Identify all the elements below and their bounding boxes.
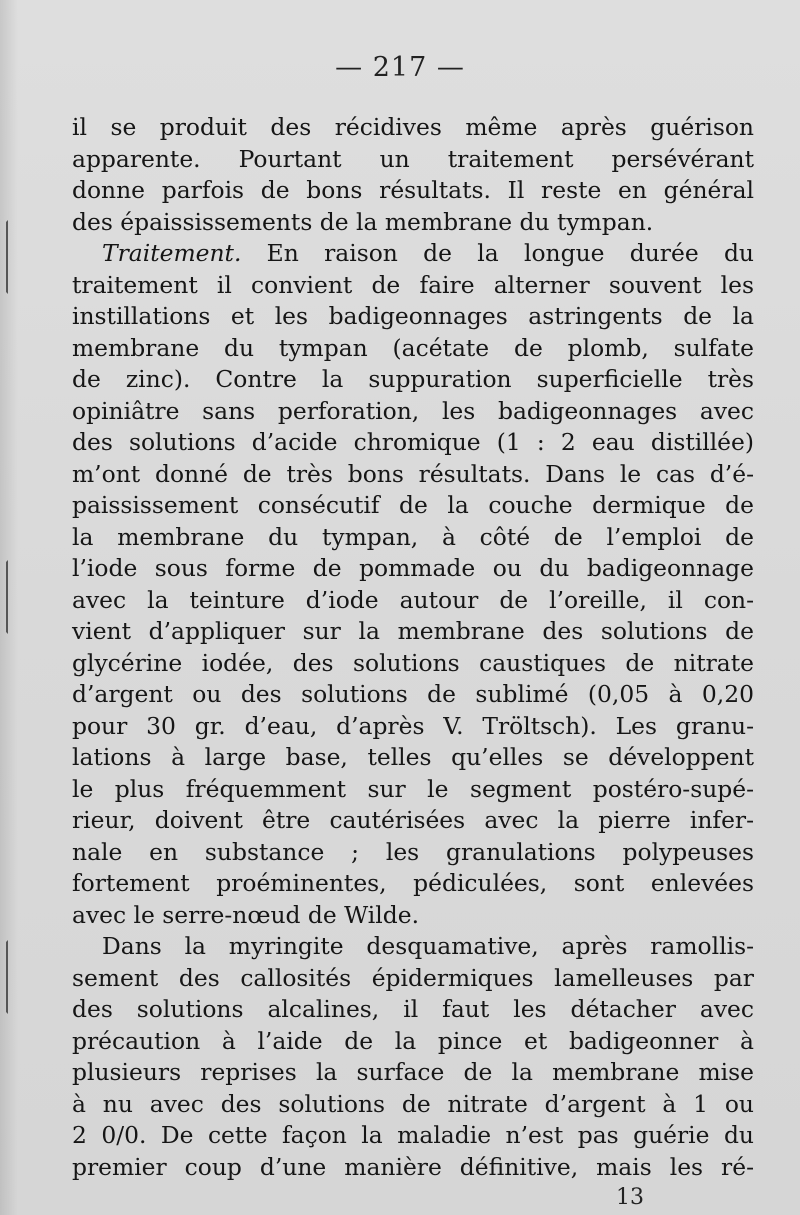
text-line: sement des callosités épidermiques lamelleuses par — [72, 963, 754, 992]
text-line: rieur, doivent être cautérisées avec la pierre infer- — [72, 806, 754, 834]
binding-mark — [0, 220, 8, 294]
text-line: la membrane du tympan, à côté de l’emploi de — [72, 522, 754, 551]
section-heading-italic: Traitement. — [102, 239, 242, 267]
text-line: premier coup d’une manière définitive, mais les ré- — [72, 1152, 754, 1181]
text-line: paississement consécutif de la couche dermique de — [72, 491, 754, 519]
text-line: il se produit des récidives même après guérison — [72, 113, 754, 141]
text-line: avec la teinture d’iode autour de l’oreille, il con- — [72, 585, 754, 614]
text-line: des épaississements de la membrane du tympan. — [72, 207, 654, 236]
text-line: le plus fréquemment sur le segment postéro-supé- — [72, 774, 754, 803]
text-line: opiniâtre sans perforation, les badigeonnages avec — [72, 396, 754, 425]
text-line: l’iode sous forme de pommade ou du badigeonnage — [72, 554, 754, 582]
text-line: m’ont donné de très bons résultats. Dans le cas d’é- — [72, 459, 754, 488]
text-line: glycérine iodée, des solutions caustiques de nitrate — [72, 648, 754, 677]
text-line: à nu avec des solutions de nitrate d’argent à 1 ou — [72, 1089, 754, 1118]
binding-mark — [0, 560, 8, 634]
text-line: donne parfois de bons résultats. Il reste en général — [72, 176, 754, 204]
text-line: membrane du tympan (acétate de plomb, sulfate — [72, 333, 754, 362]
text-line: avec le serre-nœud de Wilde. — [72, 900, 420, 929]
text-line: plusieurs reprises la surface de la membrane mise — [72, 1058, 754, 1086]
text-line — [72, 238, 754, 270]
text-line: 2 0/0. De cette façon la maladie n’est pas guérie du — [72, 1121, 754, 1149]
text-line: précaution à l’aide de la pince et badigeonner à — [72, 1026, 754, 1055]
body-text — [72, 112, 754, 1183]
text-line: de zinc). Contre la suppuration superficielle très — [72, 365, 754, 393]
text-line: fortement proéminentes, pédiculées, sont enlevées — [72, 869, 754, 897]
binding-mark — [0, 940, 8, 1014]
text-line: traitement il convient de faire alterner souvent les — [72, 270, 754, 299]
text-line: des solutions d’acide chromique (1 : 2 eau distillée) — [72, 428, 754, 456]
text-line: lations à large base, telles qu’elles se développent — [72, 743, 754, 771]
text-line-rest: En raison de la longue durée du — [241, 239, 754, 267]
text-line: instillations et les badigeonnages astringents de la — [72, 302, 754, 330]
text-line: des solutions alcalines, il faut les détacher avec — [72, 995, 754, 1023]
text-line: d’argent ou des solutions de sublimé (0,05 à 0,20 — [72, 680, 754, 708]
text-line: Dans la myringite desquamative, après ramollis- — [102, 932, 754, 960]
page-number: — 217 — — [335, 52, 465, 83]
printer-signature-mark: 13 — [616, 1185, 644, 1210]
text-line: apparente. Pourtant un traitement persévérant — [72, 144, 754, 173]
text-line: nale en substance ; les granulations polypeuses — [72, 837, 754, 866]
text-line: vient d’appliquer sur la membrane des solutions de — [72, 617, 754, 645]
text-line: pour 30 gr. d’eau, d’après V. Tröltsch). Les granu- — [72, 711, 754, 740]
